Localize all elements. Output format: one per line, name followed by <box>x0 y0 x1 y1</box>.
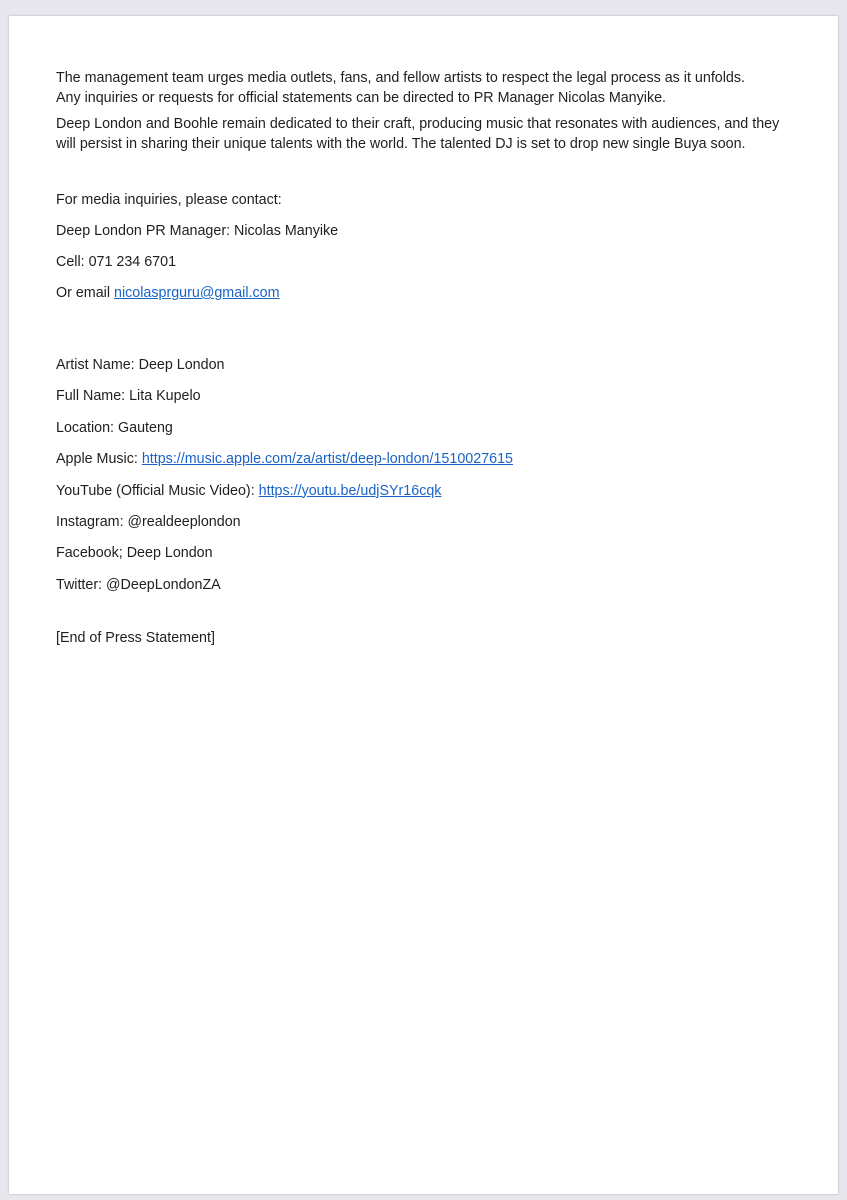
youtube-prefix: YouTube (Official Music Video): <box>56 482 259 499</box>
youtube-link[interactable]: https://youtu.be/udjSYr16cqk <box>258 482 442 499</box>
intro-paragraph-2 <box>56 114 796 154</box>
apple-music-line <box>56 449 796 469</box>
apple-music-prefix: Apple Music: <box>56 451 142 468</box>
artist-info-section <box>56 355 796 595</box>
contact-heading: For media inquiries, please contact: <box>56 192 282 208</box>
email-prefix: Or email <box>56 285 114 301</box>
email-link[interactable]: nicolasprguru@gmail.com <box>114 285 280 301</box>
twitter-line: Twitter: @DeepLondonZA <box>56 576 221 593</box>
contact-email-line <box>56 283 796 303</box>
instagram-line: Instagram: @realdeeplondon <box>56 513 241 530</box>
contact-section <box>56 190 796 303</box>
paragraph-line: will persist in sharing their unique talents with the world. The talented DJ is set to drop new single Buya soon. <box>56 136 746 152</box>
artist-full-name: Full Name: Lita Kupelo <box>56 388 201 405</box>
contact-manager: Deep London PR Manager: Nicolas Manyike <box>56 223 339 239</box>
paragraph-line: The management team urges media outlets, fans, and fellow artists to respect the legal process as it unfolds. <box>56 70 745 86</box>
facebook-line: Facebook; Deep London <box>56 545 213 562</box>
end-of-statement: [End of Press Statement] <box>56 630 215 647</box>
document-body <box>56 68 796 648</box>
paragraph-line: Deep London and Boohle remain dedicated to their craft, producing music that resonates with audiences, and they <box>56 116 780 132</box>
youtube-line <box>56 481 796 501</box>
artist-location: Location: Gauteng <box>56 419 173 436</box>
intro-paragraph-1 <box>56 68 796 108</box>
document-page <box>9 16 838 1194</box>
paragraph-line: Any inquiries or requests for official statements can be directed to PR Manager Nicolas Manyike. <box>56 90 667 106</box>
spacer <box>56 314 796 355</box>
spacer <box>56 160 796 190</box>
artist-name: Artist Name: Deep London <box>56 357 225 373</box>
spacer <box>56 606 796 628</box>
contact-cell: Cell: 071 234 6701 <box>56 254 177 270</box>
apple-music-link[interactable]: https://music.apple.com/za/artist/deep-london/1510027615 <box>141 451 513 468</box>
